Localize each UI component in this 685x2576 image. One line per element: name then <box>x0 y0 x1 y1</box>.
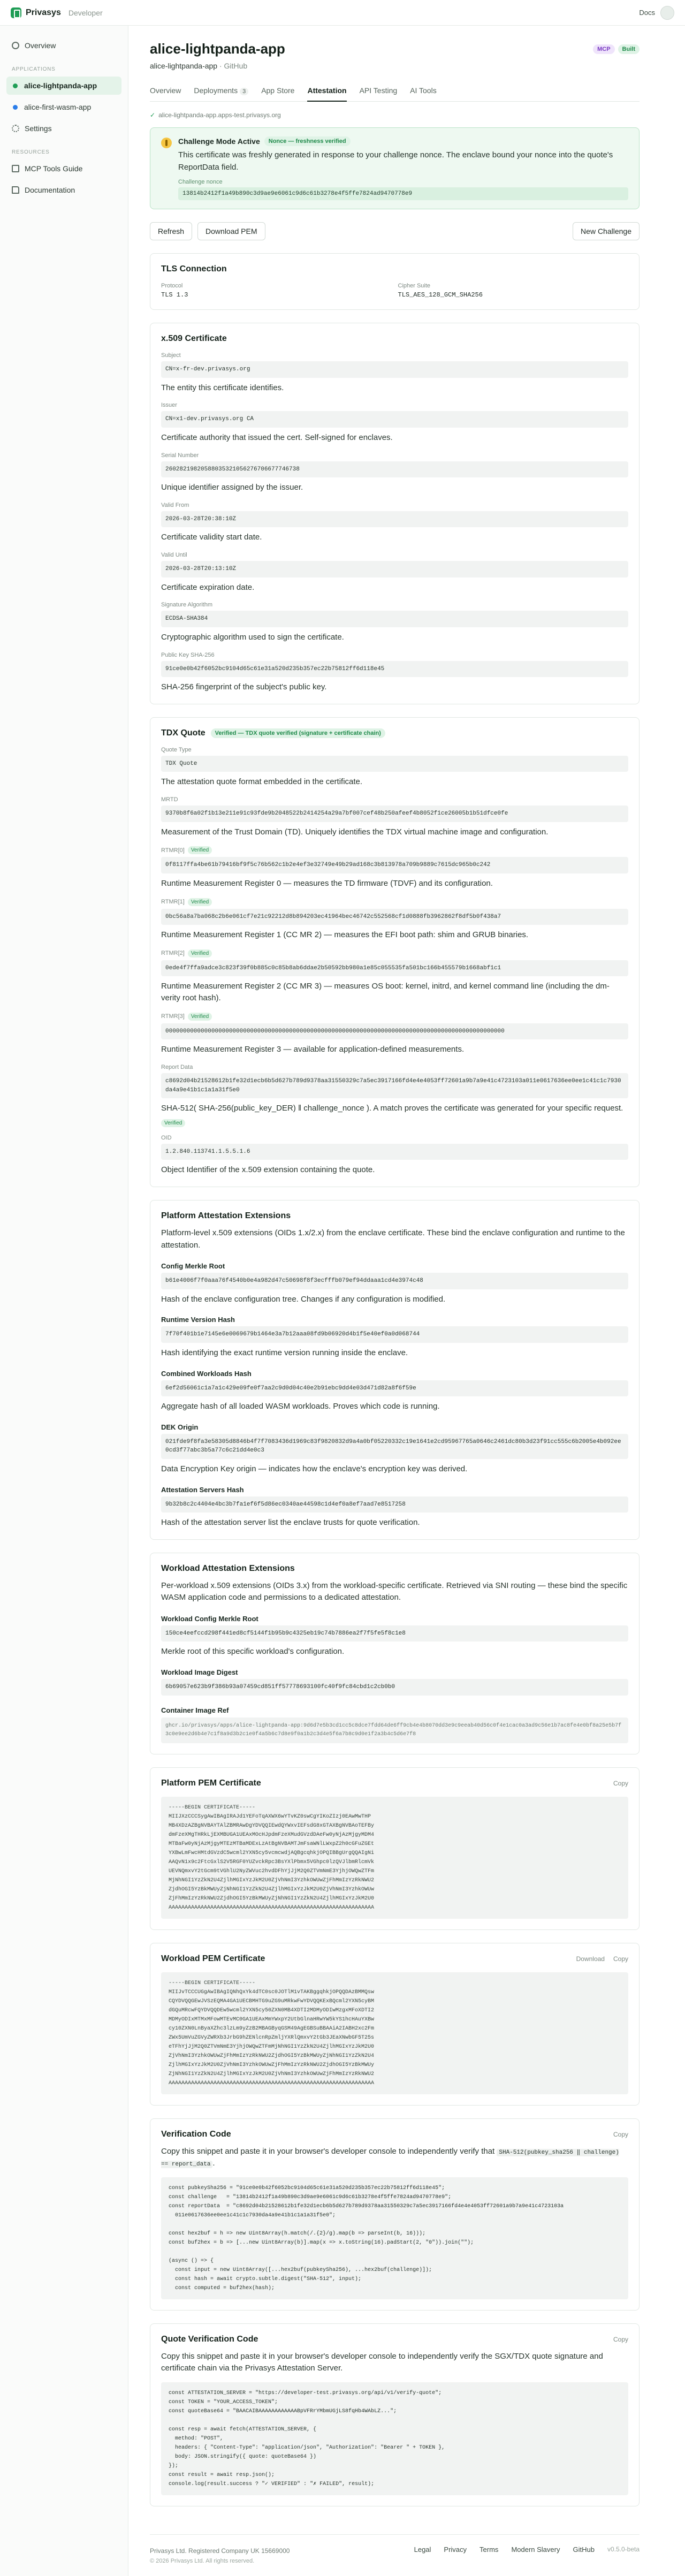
report-data-verified <box>161 1118 628 1126</box>
quote-field <box>161 1064 628 1126</box>
challenge-banner <box>150 127 640 209</box>
field-label-row <box>161 1135 628 1141</box>
verification-code-desc <box>161 2146 628 2170</box>
extension-description: Aggregate hash of all loaded WASM workloads. Proves which code is running. <box>161 1402 440 1411</box>
field-value[interactable]: 000000000000000000000000000000000000000000000000000000000000000000000000000000000000000000000000 <box>161 1023 628 1040</box>
protocol-label: Protocol <box>161 283 183 289</box>
protocol-value: TLS 1.3 <box>161 291 188 299</box>
copy-button[interactable]: Copy <box>613 1779 628 1787</box>
extension-value[interactable]: 9b32b8c2c4404e4bc3b7fa1ef6f5d86ec0340ae44598c1d4ef0a8ef7aad7e8517258 <box>161 1496 628 1513</box>
field-label: Issuer <box>161 402 177 409</box>
x509-card <box>150 323 640 704</box>
tab-app-store[interactable]: App Store <box>261 86 295 95</box>
code-line: -----BEGIN CERTIFICATE----- <box>169 1980 256 1986</box>
extension-field <box>161 1706 628 1743</box>
status-badge: Built <box>618 44 640 54</box>
code-line: eTFhYjJjM2Q0ZTVmNmE3YjhjOWQwZTFmMjNhNGI1YzZkN2U4ZjlhMGIxYzJkM2U0 <box>169 2043 375 2050</box>
extension-value[interactable]: 6b69057e623b9f386b93a07459cd851ff57778693100fc40f9fc84cbd1c2cb0b0 <box>161 1679 628 1696</box>
field-description: Unique identifier assigned by the issuer. <box>161 483 303 492</box>
workload-pem-card <box>150 1943 640 2106</box>
tls-title: TLS Connection <box>161 264 227 273</box>
field-label: Subject <box>161 352 181 359</box>
code-line: ZjNhNGI1YzZkN2U4ZjlhMGIxYzJkM2U0ZjVhNmI3YzhkOWUwZjFhMmIzYzRkNWU2 <box>169 2071 375 2077</box>
quote-field <box>161 1135 628 1176</box>
code-line: AAAAAAAAAAAAAAAAAAAAAAAAAAAAAAAAAAAAAAAAAAAAAAAAAAAAAAAAAAAAAAAA <box>169 2080 375 2086</box>
desc-text: Copy this snippet and paste it in your browser's developer console to independently verify that <box>161 2146 497 2156</box>
code-line: ZWx5UmVuZGVyZWRXb3JrbG9hZENlcnRpZmljYXRlQmxvY2tGb3JEaXNwbGF5T25s <box>169 2034 375 2041</box>
code-line: CQYDVQQGEwJVSzEQMA4GA1UECBMHTG9uZG9uMRkwFwYDVQQKExBQcml2YXN5cyBM <box>169 1998 375 2004</box>
code-line: dmFzeXMgTHRkLjEXMBUGA1UEAxMOcHJpdmFzeXMudGVzdDAeFw0yNjAzMjgyMDM4 <box>169 1832 375 1838</box>
field-label-row <box>161 949 628 958</box>
extension-label: Workload Image Digest <box>161 1668 238 1676</box>
footer-link-terms[interactable]: Terms <box>480 2545 499 2554</box>
quote-verification-card <box>150 2323 640 2506</box>
sidebar-item-label: Overview <box>25 41 56 50</box>
copy-button[interactable]: Copy <box>613 2335 628 2343</box>
field-value[interactable]: 0ede4f7ffa9adce3c823f39f0b885c0c85b8ab6ddae2b50592bb980a1e85c055535fa501bc166b455579b1668abf1c1 <box>161 960 628 977</box>
sidebar-item-label: alice-first-wasm-app <box>24 103 92 111</box>
code-line <box>169 2220 621 2229</box>
extension-description: Hash of the attestation server list the enclave trusts for quote verification. <box>161 1518 420 1527</box>
code-line: ZjFhMmIzYzRkNWU2ZjdhOGI5YzBkMWUyZjNhNGI1YzZkN2U4ZjlhMGIxYzJkM2U0 <box>169 1895 375 1902</box>
app-source: · GitHub <box>219 62 248 70</box>
field-description: SHA-256 fingerprint of the subject's public key. <box>161 682 327 692</box>
extension-field <box>161 1668 628 1696</box>
quote-verification-title: Quote Verification Code <box>161 2334 258 2344</box>
quote-field <box>161 846 628 889</box>
inline-code: SHA-512(pubkey_sha256 ‖ challenge) == report_data <box>161 2149 619 2168</box>
field-value[interactable]: CN=x1-dev.privasys.org CA <box>161 411 628 428</box>
field-label: MRTD <box>161 796 178 803</box>
sidebar-item-documentation[interactable] <box>6 181 121 199</box>
workload-desc: Per-workload x.509 extensions (OIDs 3.x) from the workload-specific certificate. Retrieved via SNI routing — these bind the specific WASM application code and permissions to a dedicated attestation. <box>161 1580 628 1602</box>
extension-label: Attestation Servers Hash <box>161 1485 244 1494</box>
platform-pem-block <box>161 1797 628 1919</box>
extension-description: Data Encryption Key origin — indicates how the enclave's encryption key was derived. <box>161 1464 468 1473</box>
code-line: MjNhNGI1YzZkN2U4ZjlhMGIxYzJkM2U0ZjVhNmI3YzhkOWUwZjFhMmIzYzRkNWU2 <box>169 1877 375 1883</box>
extension-value[interactable]: 150ce4eefccd298f441ed8cf5144f1b95b9c4325eb19c74b7886ea2f7f5fe5f8c1e8 <box>161 1625 628 1642</box>
code-line <box>169 2247 621 2256</box>
field-label-row <box>161 1064 628 1070</box>
field-value[interactable]: 1.2.840.113741.1.5.5.1.6 <box>161 1144 628 1160</box>
nonce-verified-pill: Nonce — freshness verified <box>264 136 351 146</box>
challenge-text: This certificate was freshly generated in response to your challenge nonce. The enclave bound your nonce into the quote's ReportData field. <box>178 150 613 172</box>
quote-field <box>161 898 628 941</box>
footer-copyright: © 2026 Privasys Ltd. All rights reserved. <box>150 2557 255 2564</box>
field-label: Report Data <box>161 1064 193 1070</box>
book-icon <box>12 165 19 172</box>
cert-field <box>161 452 628 493</box>
sidebar-item-label: Documentation <box>25 186 75 194</box>
field-description: Object Identifier of the x.509 extension containing the quote. <box>161 1165 375 1175</box>
extension-value[interactable]: b61e4006f7f0aaa76f4540b0e4a982d47c50698f8f3ecfffb079ef94ddaaa1cd4e3974c48 <box>161 1273 628 1289</box>
cert-field <box>161 352 628 393</box>
gear-icon <box>12 125 19 132</box>
quote-verification-desc: Copy this snippet and paste it in your browser's developer console to independently verify the SGX/TDX quote signature and certificate chain via the Privasys Attestation Server. <box>161 2351 603 2373</box>
platform-desc: Platform-level x.509 extensions (OIDs 1.x/2.x) from the enclave certificate. These bind the enclave configuration and runtime to the attestation. <box>161 1228 625 1250</box>
cert-field <box>161 402 628 443</box>
field-value[interactable]: ECDSA-SHA384 <box>161 611 628 627</box>
cipher-value: TLS_AES_128_GCM_SHA256 <box>398 291 483 299</box>
field-description: Cryptographic algorithm used to sign the certificate. <box>161 632 344 642</box>
code-line: console.log(result.success ? "✓ VERIFIED" : "✗ FAILED", result); <box>169 2481 375 2487</box>
field-description: Certificate authority that issued the cert. Self-signed for enclaves. <box>161 432 393 442</box>
code-line: cy10ZXN0LnByaXZhc3lzLm9yZzB2MBAGByqGSM49AgEGBSuBBAAiA2IABH2xc2Fm <box>169 2025 375 2032</box>
tab-attestation[interactable]: Attestation <box>307 81 346 101</box>
platform-pem-title: Platform PEM Certificate <box>161 1778 261 1788</box>
sidebar <box>0 26 128 2576</box>
code-line: ZjVhNmI3YzhkOWUwZjFhMmIzYzRkNWU2ZjdhOGI5YzBkMWUyZjNhNGI1YzZkN2U4 <box>169 2053 375 2059</box>
extension-field <box>161 1262 628 1305</box>
footer <box>150 2534 640 2575</box>
field-value[interactable]: 0f8117ffa4be61b79416bf9f5c76b562c1b2e4ef3e32749e49b29ad168c3b813978a709b9889c7615dc965b0c242 <box>161 857 628 873</box>
code-line: -----BEGIN CERTIFICATE----- <box>169 1804 256 1811</box>
extension-label: Config Merkle Root <box>161 1262 225 1270</box>
code-line <box>169 2416 621 2425</box>
field-description: Measurement of the Trust Domain (TD). Uniquely identifies the TDX virtual machine image and configuration. <box>161 827 549 837</box>
platform-title: Platform Attestation Extensions <box>161 1211 291 1220</box>
refresh-button[interactable]: Refresh <box>150 222 192 240</box>
workload-title: Workload Attestation Extensions <box>161 1563 295 1573</box>
x509-title: x.509 Certificate <box>161 334 227 343</box>
code-line: const pubkeySha256 = "91ce0e0b42f6052bc9104d65c61e31a520d235b357ec22b75812ff6d118e45"; <box>169 2185 445 2191</box>
field-label-row <box>161 747 628 753</box>
check-icon: ✓ <box>150 111 156 119</box>
tab-count-badge: 3 <box>240 88 248 95</box>
code-line: const quoteBase64 = "BAACAIBAAAAAAAAAAAABpVFRrYMbmUGjLS8fqHb4WAbLZ..."; <box>169 2408 397 2414</box>
app-status-dot-icon <box>13 83 18 88</box>
code-line: const hash = await crypto.subtle.digest("SHA-512", input); <box>169 2276 362 2282</box>
code-line: const computed = buf2hex(hash); <box>169 2285 275 2291</box>
footer-link-privacy[interactable]: Privacy <box>444 2545 467 2554</box>
verified-badge: Verified <box>188 846 212 854</box>
new-challenge-button[interactable]: New Challenge <box>573 222 640 240</box>
code-line: MTBaFw0yNjAzMjgyMTEzMTBaMDExLzAtBgNVBAMTJmFsaWNlLWxpZ2h0cGFuZGEt <box>169 1841 375 1847</box>
extension-description: Merkle root of this specific workload's configuration. <box>161 1647 345 1656</box>
extension-label: DEK Origin <box>161 1423 199 1431</box>
field-value[interactable]: 0bc56a8a7ba068c2b6e061cf7e21c92212d8b894203ec41964bec46742c552568cf1d0888fb3962862f8df5b0f438a7 <box>161 909 628 925</box>
workload-extensions-card <box>150 1553 640 1754</box>
cert-field <box>161 652 628 693</box>
verification-code-title: Verification Code <box>161 2129 231 2139</box>
code-line: }); <box>169 2463 179 2469</box>
field-label: Serial Number <box>161 452 199 459</box>
sidebar-item-label: alice-lightpanda-app <box>24 81 97 90</box>
extension-description: Hash identifying the exact runtime version running inside the enclave. <box>161 1348 408 1357</box>
app-status-dot-icon <box>13 105 18 110</box>
sidebar-item-app-wasm[interactable] <box>6 98 121 116</box>
tab-api-testing[interactable]: API Testing <box>359 86 398 95</box>
field-description: Certificate expiration date. <box>161 582 255 592</box>
field-label: RTMR[2] <box>161 950 185 957</box>
field-description: Certificate validity start date. <box>161 533 262 542</box>
tls-card <box>150 253 640 310</box>
code-line: const result = await resp.json(); <box>169 2472 275 2478</box>
field-value[interactable]: TDX Quote <box>161 756 628 772</box>
brand-name: Privasys <box>26 7 61 17</box>
field-label: Signature Algorithm <box>161 602 212 609</box>
cert-field <box>161 502 628 543</box>
field-description: Runtime Measurement Register 1 (CC MR 2) — measures the EFI boot path: shim and GRUB binaries. <box>161 930 529 939</box>
code-line: AAQvN1x9c2FtcGxlS2V5RGF0YUZvckRpc3BsYXlPbmx5VGhpc0lzQVJlbmRlcmVk <box>169 1859 375 1865</box>
tab-overview[interactable]: Overview <box>150 86 181 95</box>
quote-field <box>161 796 628 838</box>
field-description: Runtime Measurement Register 0 — measures the TD firmware (TDVF) and its configuration. <box>161 878 493 888</box>
app-owner: alice-lightpanda-app <box>150 62 218 70</box>
field-value[interactable]: 9370b8f6a02f1b13e211e91c93fde9b2048522b2414254a29a7bf007cef48b250afeef4b8052f1ce26005b1b51dfce0fe <box>161 806 628 822</box>
workload-pem-title: Workload PEM Certificate <box>161 1954 265 1963</box>
overview-icon <box>12 42 19 49</box>
field-value[interactable]: 91ce0e0b42f6052bc9104d65c61e31a520d235b357ec22b75812ff6d118e45 <box>161 661 628 678</box>
version-label: v0.5.0-beta <box>607 2545 640 2553</box>
sidebar-section-resources: RESOURCES <box>12 149 50 155</box>
code-line: MDMyODIxMTMxMFowMTEvMC0GA1UEAxMmYWxpY2UtbGlnaHRwYW5kYS1hcHAuYXBw <box>169 2016 375 2023</box>
extension-value[interactable]: 6ef2d56061c1a7a1c429e09fe0f7aa2c9d0d04c40e2b91ebc9dd4e03d471d82a8f6f59e <box>161 1380 628 1397</box>
tab-label: Deployments <box>194 86 238 95</box>
code-line: const buf2hex = b => [...new Uint8Array(b)].map(x => x.toString(16).padStart(2, "0")).join(""); <box>169 2239 474 2246</box>
code-line: const TOKEN = "YOUR_ACCESS_TOKEN"; <box>169 2399 278 2405</box>
extension-description: Hash of the enclave configuration tree. Changes if any configuration is modified. <box>161 1294 446 1304</box>
app-subtitle <box>150 62 640 70</box>
copy-button[interactable]: Copy <box>613 1955 628 1963</box>
verified-badge: Verified <box>188 949 212 958</box>
field-label: Public Key SHA-256 <box>161 651 215 658</box>
field-description: Runtime Measurement Register 3 — available for application-defined measurements. <box>161 1045 465 1054</box>
code-line: const challenge = "13814b2412f1a49b890c3d9ae9e6061c9d6c61b3278e4f5ffe7824ad9470778e9"; <box>169 2194 452 2200</box>
brand-tag: Developer <box>68 8 103 17</box>
code-line: headers: { "Content-Type": "application/json", "Authorization": "Bearer " + TOKEN }, <box>169 2444 445 2451</box>
download-pem-button[interactable]: Download PEM <box>197 222 265 240</box>
code-line: const reportData = "c8692d04b21528612b1fe32d1ecb6b5d627b789d9378aa31550329c7a5ec3917166fd4e4e4053ff72601a9b7a9e41c4723103a <box>169 2203 564 2209</box>
field-description: SHA-512( SHA-256(public_key_DER) ‖ challenge_nonce ). A match proves the certificate was generated for your specific request. <box>161 1104 623 1113</box>
extension-field <box>161 1423 628 1475</box>
tdx-verified-pill: Verified — TDX quote verified (signature + certificate chain) <box>211 728 385 738</box>
code-line: const hex2buf = h => new Uint8Array(h.match(/.{2}/g).map(b => parseInt(b, 16))); <box>169 2230 426 2237</box>
field-value[interactable]: c8692d04b21528612b1fe32d1ecb6b5d627b789d9378aa31550329c7a5ec3917166fd4e4e4053ff72601a9b7a9e41c4723103a011e0617636ee0ee1c41c1c7930da4a9e41b1c1a1a31f5e0 <box>161 1073 628 1098</box>
code-line: YXBwLmFwcHMtdGVzdC5wcml2YXN5cy5vcmcwdjAQBgcqhkjOPQIBBgUrgQQAIgNi <box>169 1850 375 1856</box>
footer-company: Privasys Ltd. Registered Company UK 15669000 <box>150 2547 290 2555</box>
quote-field <box>161 1013 628 1055</box>
extension-field <box>161 1316 628 1358</box>
field-value[interactable]: 2026-03-28T20:38:10Z <box>161 511 628 528</box>
cert-field <box>161 552 628 593</box>
extension-label: Runtime Version Hash <box>161 1316 235 1324</box>
extension-field <box>161 1615 628 1658</box>
field-label-row <box>161 898 628 906</box>
extension-label: Container Image Ref <box>161 1706 229 1714</box>
code-line: const resp = await fetch(ATTESTATION_SERVER, { <box>169 2426 317 2433</box>
verified-badge: Verified <box>161 1119 185 1127</box>
quote-verification-snippet <box>161 2382 628 2495</box>
code-line: ZjdhOGI5YzBkMWUyZjNhNGI1YzZkN2U4ZjlhMGIxYzJkM2U0ZjVhNmI3YzhkOWUw <box>169 1886 375 1893</box>
challenge-nonce-value: 13814b2412f1a49b890c3d9ae9e6061c9d6c61b3278e4f5ffe7824ad9470778e9 <box>178 187 628 200</box>
field-label-row <box>161 1013 628 1021</box>
extension-value[interactable]: 7f70f401b1e7145e6e0069679b1464e3a7b12aaa08fd9b06920d4b1f5e40ef0a0d068744 <box>161 1326 628 1343</box>
verified-badge: Verified <box>188 1013 212 1021</box>
quote-field <box>161 949 628 1004</box>
code-line: method: "POST", <box>169 2435 224 2442</box>
warning-icon <box>161 138 172 148</box>
code-line: MB4XDzAZBgNVBAYTAlZBMRAwDgYDVQQIEwdQYWxvIEFsdG8xGTAXBgNVBAoTEFBy <box>169 1822 375 1829</box>
field-label: Valid Until <box>161 552 187 558</box>
docs-link[interactable]: Docs <box>639 9 655 17</box>
code-line: ZjlhMGIxYzJkM2U0ZjVhNmI3YzhkOWUwZjFhMmIzYzRkNWU2ZjdhOGI5YzBkMWUy <box>169 2062 375 2068</box>
hostname-line <box>150 111 640 119</box>
cipher-label: Cipher Suite <box>398 283 431 289</box>
sidebar-item-overview[interactable] <box>6 36 121 55</box>
extension-label: Workload Config Merkle Root <box>161 1614 258 1623</box>
field-label-row <box>161 796 628 803</box>
sidebar-item-label: MCP Tools Guide <box>25 164 83 173</box>
avatar[interactable] <box>660 6 674 20</box>
field-description: The entity this certificate identifies. <box>161 383 284 392</box>
code-line: const ATTESTATION_SERVER = "https://developer-test.privasys.org/api/v1/verify-quote"; <box>169 2390 442 2396</box>
field-description: Runtime Measurement Register 2 (CC MR 3) — measures OS boot: kernel, initrd, and kernel command line (including the dm-verity root hash). <box>161 982 610 1002</box>
extension-value[interactable]: 021fde9f8fa3e58305d8846b4f7f7083436d1969c83f9820832d9a4a0bf05220332c19e1641e2cd95967765a0646c2461dc80b3d23f91cc555c6b2005e4b092ee0cd3f77abc3b5a77c6c21dd4e0c3 <box>161 1434 628 1459</box>
code-line: MIIJXzCCCSygAwIBAgIRAJd1YEFoTqAXWX6wYTvKZ0swCgYIKoZIzj0EAwMwTHP <box>169 1813 371 1820</box>
sidebar-item-settings[interactable] <box>6 119 121 138</box>
tdx-card <box>150 717 640 1187</box>
sidebar-item-mcp-guide[interactable] <box>6 159 121 178</box>
platform-extensions-card <box>150 1200 640 1540</box>
code-line: 011e0617636ee0ee1c41c1c7930da4a9e41b1c1a1a31f5e0"; <box>169 2212 336 2218</box>
platform-pem-card <box>150 1767 640 1930</box>
workload-pem-block <box>161 1972 628 2094</box>
sidebar-item-label: Settings <box>25 124 52 133</box>
footer-link-modern-slavery[interactable]: Modern Slavery <box>511 2545 560 2554</box>
field-label: RTMR[0] <box>161 847 185 854</box>
extension-value[interactable]: ghcr.io/privasys/apps/alice-lightpanda-app:9d6d7e5b3cd1cc5c8dce7fdd64de6ff9cb4e4b8070dd3e9c9eeab40d56c0f4e1cac0a3ad9c56e1b7ac8fe4e0bf8a25e5b7f3c0e9ee2d6b4e7c1f8a9d3b2c1e0f4a5b6c7d8e9f0a1b2c3d4e5f6a7b8c9d0e1f2a3b4c5d6e7f8 <box>161 1718 628 1743</box>
field-description: The attestation quote format embedded in the certificate. <box>161 777 363 787</box>
tab-bar <box>150 81 640 102</box>
field-value[interactable]: 26028219820588035321056276706677746738 <box>161 461 628 478</box>
field-label: RTMR[1] <box>161 899 185 905</box>
hostname-text: alice-lightpanda-app.apps-test.privasys.org <box>158 111 281 119</box>
extension-label: Combined Workloads Hash <box>161 1369 252 1378</box>
sidebar-section-applications: APPLICATIONS <box>12 66 56 72</box>
top-bar <box>0 0 685 26</box>
code-line: dGQuMRcwFQYDVQQDEw5wcml2YXN5cy50ZXN0MB4XDTI2MDMyODIwMzgxMFoXDTI2 <box>169 2007 375 2013</box>
field-label: RTMR[3] <box>161 1013 185 1020</box>
field-label: Valid From <box>161 501 189 508</box>
mcp-badge: MCP <box>593 44 614 54</box>
challenge-nonce-label: Challenge nonce <box>178 179 223 185</box>
privasys-logo-icon <box>11 7 21 18</box>
download-button[interactable]: Download <box>576 1955 605 1963</box>
code-line: MIIJvTCCCUGgAwIBAgIQNhQxYk4dTC0sc0JOTlM1vTAKBggqhkjOPQQDAzBMMQsw <box>169 1989 375 1995</box>
field-label: OID <box>161 1134 172 1141</box>
field-label-row <box>161 846 628 854</box>
footer-link-github[interactable]: GitHub <box>573 2545 595 2554</box>
document-icon <box>12 186 19 194</box>
code-line: body: JSON.stringify({ quote: quoteBase64 }) <box>169 2453 317 2460</box>
code-line: (async () => { <box>169 2258 214 2264</box>
verification-code-snippet <box>161 2177 628 2299</box>
extension-field <box>161 1370 628 1412</box>
page-title: alice-lightpanda-app <box>150 41 285 57</box>
verified-badge: Verified <box>188 898 212 906</box>
code-line: const input = new Uint8Array([...hex2buf(pubkeySha256), ...hex2buf(challenge)]); <box>169 2267 432 2273</box>
brand[interactable] <box>11 7 103 18</box>
field-label: Quote Type <box>161 746 192 753</box>
sidebar-item-app-lightpanda[interactable] <box>6 77 121 95</box>
desc-text: . <box>212 2159 215 2168</box>
field-value[interactable]: 2026-03-28T20:13:10Z <box>161 561 628 577</box>
challenge-title: Challenge Mode Active <box>178 137 260 146</box>
code-line: UEVNQmxvY2tGcm9tVGhlU2NyZWVuc2hvdDFhYjJjM2Q0ZTVmNmE3YjhjOWQwZTFm <box>169 1868 375 1874</box>
cert-field <box>161 602 628 643</box>
tab-ai-tools[interactable]: AI Tools <box>410 86 437 95</box>
main-content <box>128 26 685 2576</box>
copy-button[interactable]: Copy <box>613 2130 628 2138</box>
footer-link-legal[interactable]: Legal <box>414 2545 431 2554</box>
extension-field <box>161 1486 628 1529</box>
quote-field <box>161 747 628 788</box>
tdx-title: TDX Quote <box>161 728 206 738</box>
code-line: AAAAAAAAAAAAAAAAAAAAAAAAAAAAAAAAAAAAAAAAAAAAAAAAAAAAAAAAAAAAAAAA <box>169 1904 375 1911</box>
tab-deployments[interactable] <box>194 81 248 101</box>
verification-code-card <box>150 2118 640 2311</box>
field-value[interactable]: CN=x-fr-dev.privasys.org <box>161 361 628 378</box>
